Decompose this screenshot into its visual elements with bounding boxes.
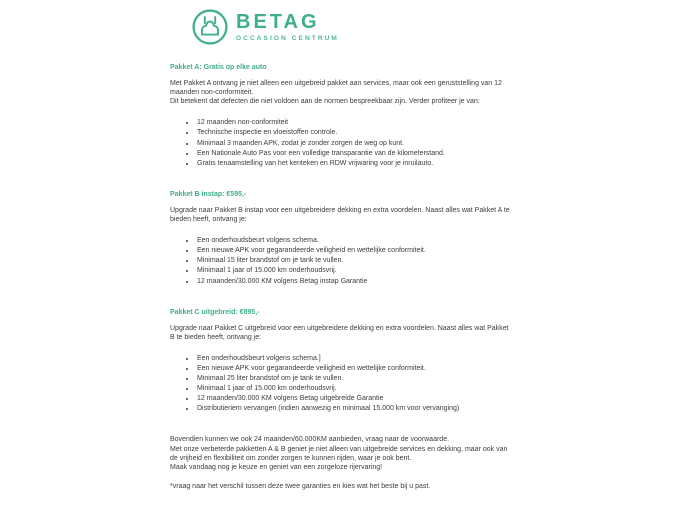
intro-paragraph: Met Pakket A ontvang je niet alleen een uitgebreid pakket aan services, maar ook een geruststelling van 12 maanden non-conformiteit. — [170, 80, 502, 97]
bullet-item: • 12 maanden/30.000 KM volgens Betag uitgebreide Garantie — [196, 394, 510, 403]
package-bullet-list — [170, 354, 510, 414]
bullet-item: • 12 maanden/30.000 KM volgens Betag instap Garantie — [196, 277, 510, 286]
bullet-item: • Minimaal 1 jaar of 15.000 km onderhoudsvrij. — [196, 266, 510, 275]
bullet-item: • Een Nationale Auto Pas voor een volledige transparantie van de kilometerstand. — [196, 149, 510, 158]
closing-paragraph: Maak vandaag nog je keuze en geniet van een zorgeloze rijervaring! — [170, 463, 383, 471]
bullet-item: • Minimaal 3 maanden APK, zodat je zonder zorgen de weg op kunt. — [196, 139, 510, 148]
package-heading: Pakket C uitgebreid: €895,- — [170, 308, 260, 316]
intro-paragraph: Upgrade naar Pakket C uitgebreid voor een uitgebreidere dekking en extra voordelen. Naast alles wat Pakket B te bieden heeft, ontvang je: — [170, 324, 509, 341]
bullet-item: • Een nieuwe APK voor gegarandeerde veiligheid en wettelijke conformiteit. — [196, 246, 510, 255]
bullet-item: • Minimaal 25 liter brandstof om je tank te vullen. — [196, 374, 510, 383]
logo-text — [236, 12, 339, 42]
closing-paragraph: Bovendien kunnen we ook 24 maanden/60.000KM aanbieden, vraag naar de voorwaarde. — [170, 436, 450, 444]
package-heading: Pakket B instap: €595,- — [170, 190, 247, 198]
brand-name: BETAG — [236, 11, 320, 33]
betag-logo — [191, 8, 339, 46]
intro-paragraph: Upgrade naar Pakket B instap voor een uitgebreidere dekking en extra voordelen. Naast alles wat Pakket A te bieden heeft, ontvang je: — [170, 206, 510, 224]
package-heading: Pakket A: Gratis op elke auto — [170, 64, 267, 71]
package-section — [170, 308, 510, 414]
package-bullet-list — [170, 118, 510, 167]
document-body — [170, 63, 510, 491]
car-lift-logo-icon — [191, 8, 229, 46]
package-sections — [170, 63, 510, 413]
footnote: *vraag naar het verschil tussen deze twee garanties en kies wat het beste bij u past. — [170, 482, 431, 490]
bullet-item: • 12 maanden non-conformiteit — [196, 118, 510, 127]
package-section — [170, 63, 510, 168]
package-intro — [170, 79, 510, 106]
brand-subtitle: OCCASION CENTRUM — [236, 35, 339, 42]
package-intro — [170, 206, 510, 224]
bullet-item: • Distributieriem vervangen (indien aanwezig en minimaal 15.000 km voor vervanging) — [196, 404, 510, 413]
package-section — [170, 190, 510, 286]
bullet-item: • Technische inspectie en vloeistoffen controle. — [196, 128, 510, 137]
closing-paragraph: Met onze verbeterde pakketten A & B geniet je niet alleen van uitgebreide services en dekking, maar ook van de vrijheid en flexibiliteit om zonder zorgen te kunnen rijden, waar je ook bent. — [170, 445, 508, 462]
package-intro — [170, 324, 510, 342]
intro-paragraph: Dit betekent dat defecten die niet voldoen aan de normen bespreekbaar zijn. Verder profiteer je van: — [170, 98, 480, 106]
package-bullet-list — [170, 236, 510, 285]
bullet-item: • Minimaal 1 jaar of 15.000 km onderhoudsvrij. — [196, 384, 510, 393]
bullet-item: • Minimaal 15 liter brandstof om je tank te vullen. — [196, 256, 510, 265]
bullet-item: • Een onderhoudsbeurt volgens schema. — [196, 236, 510, 245]
bullet-item: • Gratis tenaamstelling van het kenteken en RDW vrijwaring voor je inruilauto. — [196, 159, 510, 168]
bullet-item: • Een nieuwe APK voor gegarandeerde veiligheid en wettelijke conformiteit. — [196, 364, 510, 373]
bullet-item: • Een onderhoudsbeurt volgens schema.] — [196, 354, 510, 363]
closing-paragraphs — [170, 435, 510, 471]
